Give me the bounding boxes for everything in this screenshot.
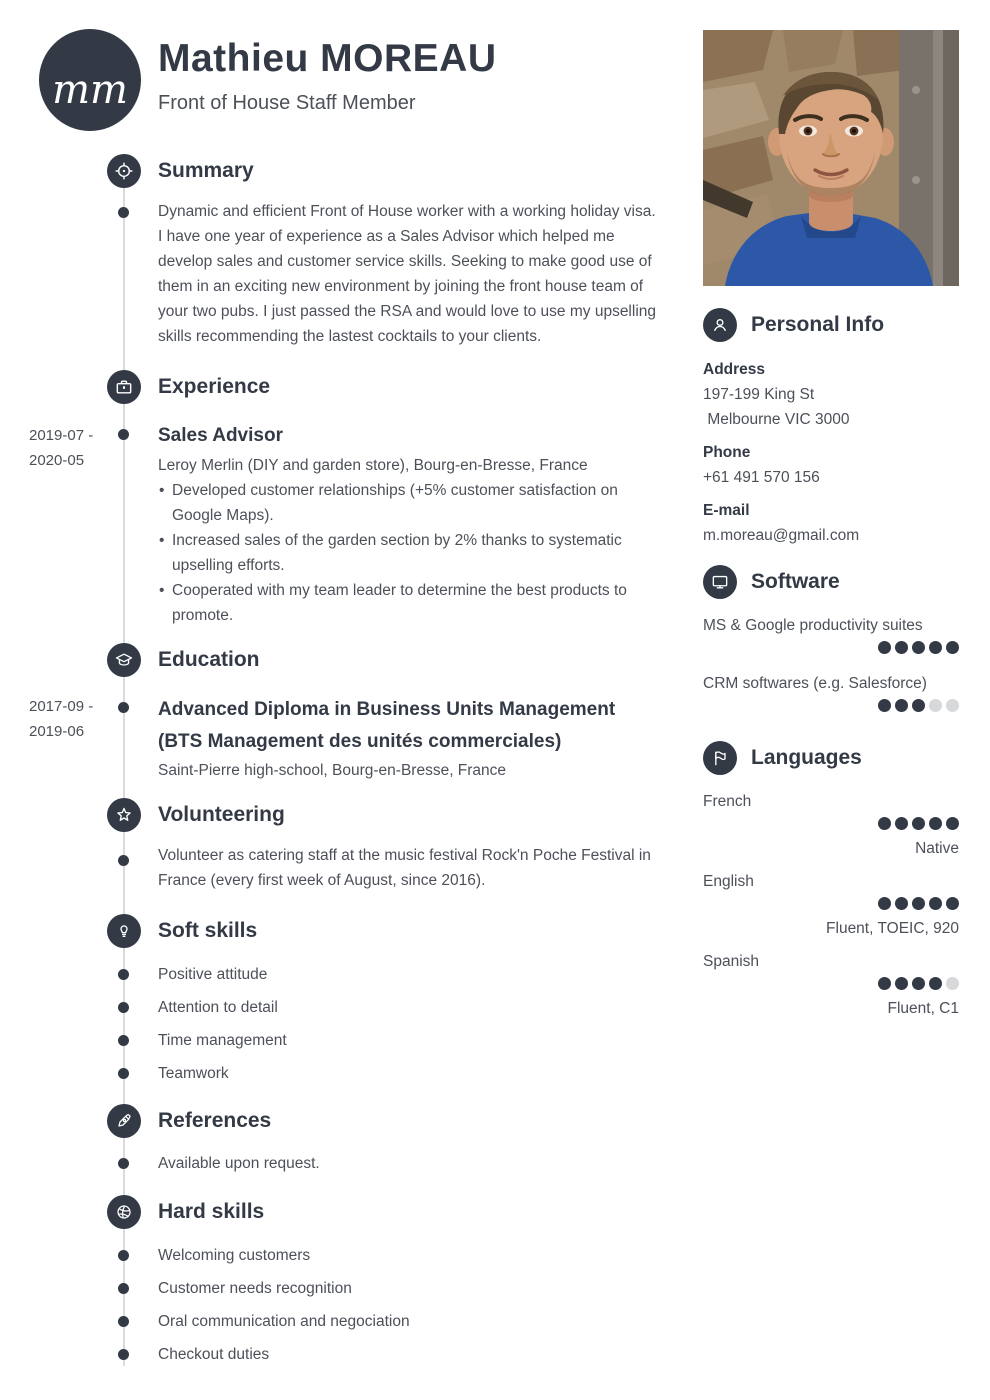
hard-skill-label: Customer needs recognition — [158, 1280, 352, 1297]
address-line: Melbourne VIC 3000 — [703, 411, 850, 428]
target-icon — [107, 154, 141, 188]
rating-dot — [878, 977, 891, 990]
header — [158, 36, 678, 116]
software-skill-name: CRM softwares (e.g. Salesforce) — [703, 675, 927, 692]
references-entry — [158, 1151, 660, 1176]
pen-nib-icon — [107, 1104, 141, 1138]
rating-dot — [878, 699, 891, 712]
volunteering-text: Volunteer as catering staff at the music festival Rock'n Poche Festival in France (every first week of August, since 2016). — [158, 847, 651, 889]
rating-dot — [912, 977, 925, 990]
section-personal-info — [703, 308, 959, 548]
rating-dot — [878, 817, 891, 830]
section-heading-volunteering: Volunteering — [158, 803, 285, 826]
language-note: Native — [915, 840, 959, 857]
soft-skills-list — [158, 962, 660, 1086]
list-item — [158, 1276, 660, 1301]
section-heading-summary: Summary — [158, 159, 254, 182]
languages-header — [703, 741, 959, 775]
language-note: Fluent, TOEIC, 920 — [826, 920, 959, 937]
soft-skill-label: Time management — [158, 1032, 287, 1049]
timeline-dot — [118, 207, 129, 218]
rating-dot — [946, 641, 959, 654]
person-icon — [703, 308, 737, 342]
rating-dot — [929, 641, 942, 654]
degree-title: Advanced Diploma in Business Units Management (BTS Management des unités commerciales) — [158, 699, 616, 752]
rating-dot — [912, 897, 925, 910]
rating-dot — [895, 817, 908, 830]
timeline-dot — [118, 855, 129, 866]
list-item — [158, 1342, 660, 1367]
language-name: English — [703, 873, 754, 890]
timeline-dot — [118, 1250, 129, 1261]
job-bullet: • Cooperated with my team leader to determine the best products to promote. — [158, 578, 660, 628]
rating-dot — [895, 977, 908, 990]
date-line: 2019-07 - — [29, 427, 94, 444]
briefcase-icon — [107, 370, 141, 404]
section-heading-education: Education — [158, 648, 260, 671]
list-item — [158, 1309, 660, 1334]
rating-dot — [929, 699, 942, 712]
software-header — [703, 565, 959, 599]
email-value: m.moreau@gmail.com — [703, 527, 860, 544]
education-dates — [29, 694, 129, 744]
rating-dot — [929, 977, 942, 990]
section-heading-personal-info: Personal Info — [751, 313, 885, 336]
language-name: French — [703, 793, 752, 810]
section-heading-languages: Languages — [751, 746, 862, 769]
hard-skill-label: Oral communication and negociation — [158, 1313, 410, 1330]
job-bullets — [158, 478, 660, 628]
rating-dot — [929, 817, 942, 830]
section-references — [29, 1104, 660, 1176]
section-heading-references: References — [158, 1109, 272, 1132]
job-title: Front of House Staff Member — [158, 92, 416, 114]
rating-dot — [912, 641, 925, 654]
section-heading-software: Software — [751, 570, 840, 593]
rating-dot — [878, 897, 891, 910]
job-role: Sales Advisor — [158, 425, 283, 446]
date-line: 2020-05 — [29, 452, 85, 469]
timeline-dot — [118, 969, 129, 980]
rating-dot — [946, 817, 959, 830]
timeline-dot — [118, 1002, 129, 1013]
list-item — [158, 962, 660, 987]
section-education — [29, 643, 660, 783]
rating-dot — [912, 699, 925, 712]
timeline-dot — [118, 1068, 129, 1079]
summary-entry — [158, 199, 660, 349]
list-item — [158, 1243, 660, 1268]
section-soft-skills — [29, 914, 660, 1094]
address-label: Address — [703, 361, 766, 378]
language-note: Fluent, C1 — [887, 1000, 959, 1017]
section-heading-hard-skills: Hard skills — [158, 1200, 265, 1223]
rating-dots — [703, 699, 959, 712]
summary-text: Dynamic and efficient Front of House worker with a working holiday visa. I have one year of experience as a Sales Advisor which helped me develop sales and customer service skills. Seeking to make good use of them in an exciting new environment by joining the front house team of your two pubs. I just passed the RSA and would love to use my upselling skills recommending the lastest cocktails to your clients. — [158, 203, 657, 345]
date-line: 2017-09 - — [29, 698, 94, 715]
rating-dot — [878, 641, 891, 654]
list-item — [158, 995, 660, 1020]
phone-value: +61 491 570 156 — [703, 469, 820, 486]
star-icon — [107, 798, 141, 832]
lightbulb-icon — [107, 914, 141, 948]
volunteering-entry — [158, 843, 660, 893]
job-company: Leroy Merlin (DIY and garden store), Bourg-en-Bresse, France — [158, 457, 588, 474]
monitor-icon — [703, 565, 737, 599]
experience-entry — [29, 423, 660, 628]
rating-dot — [929, 897, 942, 910]
soft-skill-label: Teamwork — [158, 1065, 229, 1082]
section-summary — [29, 154, 660, 349]
software-skill-name: MS & Google productivity suites — [703, 617, 923, 634]
graduation-cap-icon — [107, 643, 141, 677]
section-hard-skills — [29, 1195, 660, 1375]
rating-dot — [912, 817, 925, 830]
avatar — [39, 29, 141, 131]
section-volunteering — [29, 798, 660, 893]
rating-dots — [703, 641, 959, 654]
rating-dot — [946, 977, 959, 990]
job-bullet: • Increased sales of the garden section by 2% thanks to systematic upselling efforts. — [158, 528, 660, 578]
email-label: E-mail — [703, 502, 750, 519]
section-experience — [29, 370, 660, 628]
timeline-dot — [118, 1349, 129, 1360]
references-text: Available upon request. — [158, 1155, 320, 1172]
education-entry — [29, 694, 660, 783]
rating-dot — [946, 699, 959, 712]
avatar-initials: mm — [52, 67, 128, 113]
job-bullet: • Developed customer relationships (+5% customer satisfaction on Google Maps). — [158, 478, 660, 528]
ball-icon — [107, 1195, 141, 1229]
date-line: 2019-06 — [29, 723, 85, 740]
language-name: Spanish — [703, 953, 760, 970]
list-item — [158, 1028, 660, 1053]
hard-skill-label: Welcoming customers — [158, 1247, 311, 1264]
timeline-dot — [118, 1316, 129, 1327]
section-heading-soft-skills: Soft skills — [158, 919, 258, 942]
rating-dots — [703, 817, 959, 830]
address-line: 197-199 King St — [703, 386, 815, 403]
rating-dot — [946, 897, 959, 910]
timeline-dot — [118, 1158, 129, 1169]
soft-skill-label: Attention to detail — [158, 999, 278, 1016]
experience-dates — [29, 423, 129, 473]
section-heading-experience: Experience — [158, 375, 271, 398]
soft-skill-label: Positive attitude — [158, 966, 268, 983]
list-item — [158, 1061, 660, 1086]
personal-info-header — [703, 308, 959, 342]
page-title: Mathieu MOREAU — [158, 37, 497, 80]
section-software — [703, 565, 959, 712]
rating-dot — [895, 699, 908, 712]
timeline-dot — [118, 1035, 129, 1046]
flag-icon — [703, 741, 737, 775]
rating-dots — [703, 977, 959, 990]
rating-dots — [703, 897, 959, 910]
section-languages — [703, 741, 959, 1021]
hard-skill-label: Checkout duties — [158, 1346, 270, 1363]
rating-dot — [895, 641, 908, 654]
hard-skills-list — [158, 1243, 660, 1367]
timeline-dot — [118, 1283, 129, 1294]
school-name: Saint-Pierre high-school, Bourg-en-Bresse, France — [158, 762, 507, 779]
profile-photo — [703, 30, 959, 286]
phone-label: Phone — [703, 444, 751, 461]
rating-dot — [895, 897, 908, 910]
